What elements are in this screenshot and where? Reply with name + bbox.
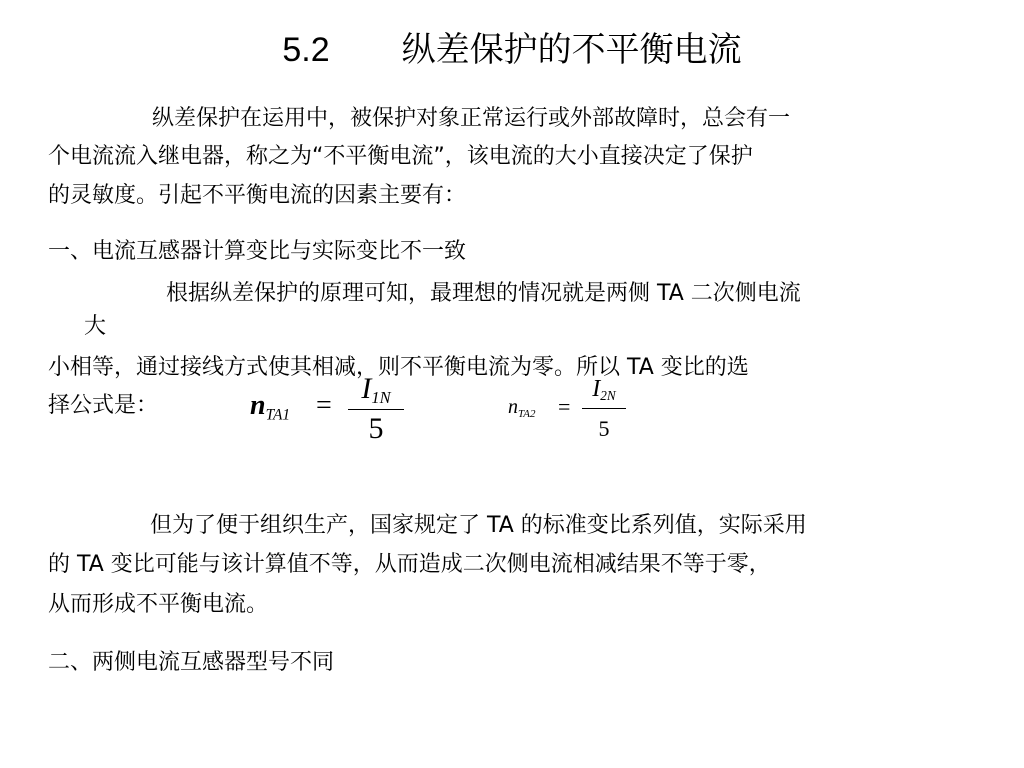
formula-ta2-numerator [582, 376, 626, 404]
formula-ta1-equals: = [316, 390, 332, 421]
formula-ta1-numerator [348, 372, 404, 408]
formula-ta2-fraction-bar [582, 408, 626, 409]
formula-ta2-lhs-subscript: TA2 [518, 407, 536, 420]
formula-ta2-equals: = [558, 394, 571, 419]
formula-ta1 [250, 372, 410, 450]
section1-line-4: 择公式是： [48, 393, 159, 418]
formula-ta1-lhs [250, 390, 290, 424]
section1-line-2: 大 [84, 314, 107, 339]
formula-ta1-numerator-subscript: 1N [371, 387, 391, 407]
title-text: 纵差保护的不平衡电流 [401, 30, 742, 70]
para2-line-2: 的 TA 变比可能与该计算值不等，从而造成二次侧电流相减结果不等于零， [48, 552, 771, 577]
para2-line-1: 但为了便于组织生产，国家规定了 TA 的标准变比系列值，实际采用 [150, 513, 807, 538]
intro-line-2: 个电流流入继电器，称之为“不平衡电流”，该电流的大小直接决定了保护 [48, 144, 753, 169]
formula-ta2-lhs-symbol: n [508, 396, 518, 418]
section1-heading: 一、电流互感器计算变比与实际变比不一致 [48, 239, 467, 264]
intro-line-1: 纵差保护在运用中，被保护对象正常运行或外部故障时，总会有一 [152, 106, 791, 131]
section2-heading: 二、两侧电流互感器型号不同 [48, 650, 335, 675]
formula-ta1-lhs-symbol: n [250, 390, 266, 421]
formula-ta1-numerator-symbol: I [361, 372, 372, 405]
intro-line-3: 的灵敏度。引起不平衡电流的因素主要有： [48, 183, 467, 208]
section1-line-1: 根据纵差保护的原理可知，最理想的情况就是两侧 TA 二次侧电流 [166, 281, 801, 306]
para2-line-3: 从而形成不平衡电流。 [48, 592, 269, 617]
formula-ta2-denominator: 5 [598, 416, 610, 441]
formula-ta2 [508, 376, 628, 446]
formula-ta1-denominator: 5 [368, 412, 384, 445]
title-number: 5.2 [282, 31, 330, 69]
slide-title [0, 28, 1024, 72]
formula-ta2-numerator-subscript: 2N [600, 387, 616, 403]
section1-line-3: 小相等，通过接线方式使其相减，则不平衡电流为零。所以 TA 变比的选 [48, 355, 749, 380]
formula-ta2-lhs [508, 396, 536, 420]
formula-ta1-lhs-subscript: TA1 [265, 406, 291, 424]
formula-ta1-fraction-bar [348, 409, 404, 410]
formula-ta2-numerator-symbol: I [592, 376, 601, 402]
